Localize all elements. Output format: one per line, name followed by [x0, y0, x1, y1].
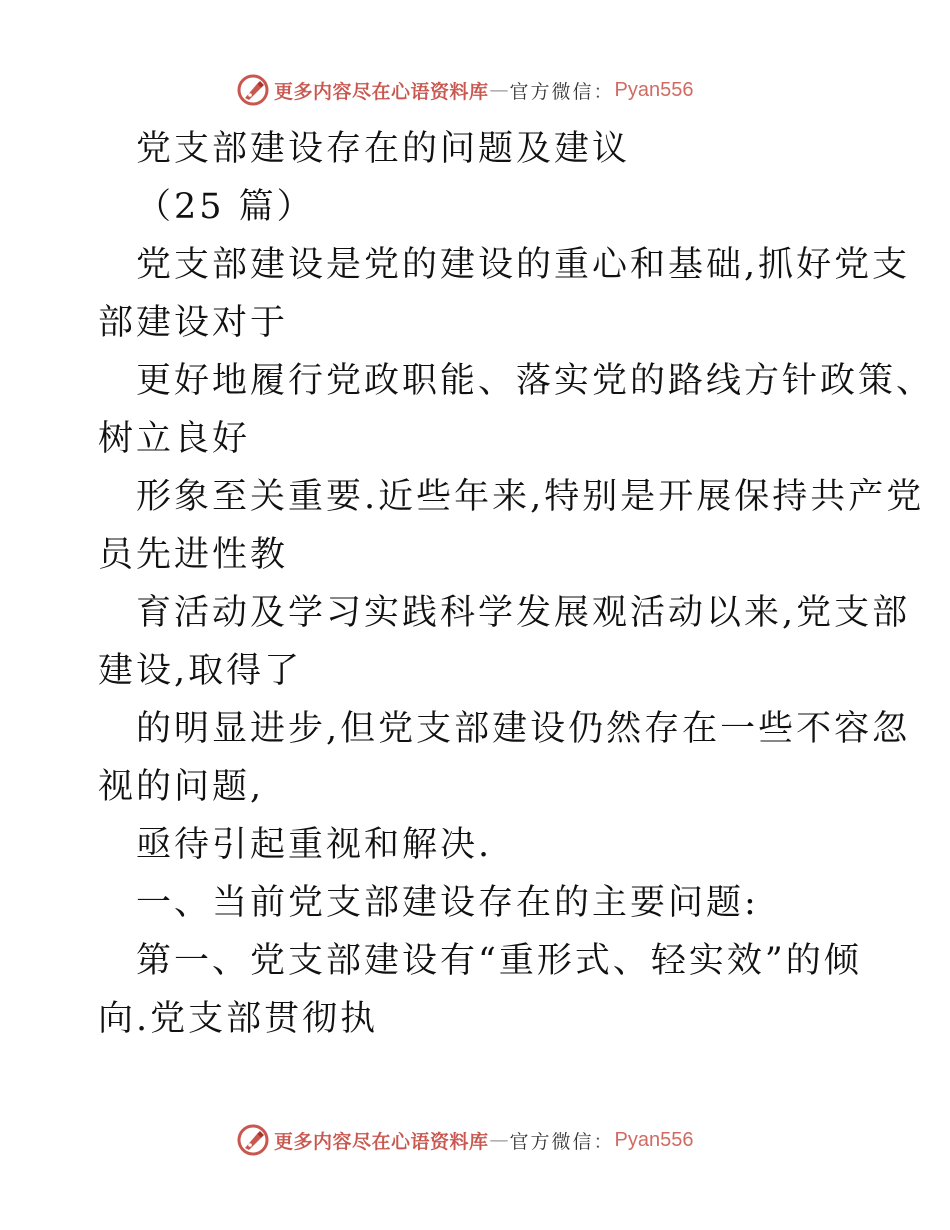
paragraph-line: 的明显进步,但党支部建设仍然存在一些不容忽: [136, 709, 911, 749]
footer-watermark: [236, 1122, 694, 1158]
paragraph-line: 亟待引起重视和解决.: [136, 825, 493, 865]
watermark-site-text: 更多内容尽在心语资料库: [274, 1130, 489, 1153]
watermark-official-label: 官方微信: [509, 80, 594, 103]
watermark-site-text: 更多内容尽在心语资料库: [274, 80, 489, 103]
paragraph-line: 员先进性教: [98, 535, 289, 575]
paragraph-line: 树立良好: [98, 419, 251, 459]
paragraph-line: 向.党支部贯彻执: [98, 999, 379, 1039]
watermark-account: Pyan556: [614, 78, 694, 101]
section-heading: 一、当前党支部建设存在的主要问题:: [136, 883, 759, 923]
paragraph-line: 育活动及学习实践科学发展观活动以来,党支部: [136, 593, 911, 633]
document-subtitle: （25 篇）: [136, 187, 315, 227]
paragraph-line: 视的问题,: [98, 767, 265, 807]
document-body: [98, 120, 935, 1048]
watermark-colon: ：: [593, 1130, 613, 1153]
document-title: 党支部建设存在的问题及建议: [136, 129, 631, 169]
paragraph-line: 建设,取得了: [98, 651, 303, 691]
watermark-separator: —: [489, 1129, 509, 1151]
pen-nib-logo-icon: [236, 73, 270, 107]
header-watermark: [236, 72, 694, 108]
pen-nib-logo-icon: [236, 1123, 270, 1157]
paragraph-line: 形象至关重要.近些年来,特别是开展保持共产党: [136, 477, 925, 517]
paragraph-line: 第一、党支部建设有“重形式、轻实效”的倾: [136, 941, 862, 981]
paragraph-line: 部建设对于: [98, 303, 289, 343]
paragraph-line: 更好地履行党政职能、落实党的路线方针政策、: [136, 361, 935, 401]
watermark-official-label: 官方微信: [509, 1130, 594, 1153]
paragraph-line: 党支部建设是党的建设的重心和基础,抓好党支: [136, 245, 911, 285]
watermark-colon: ：: [593, 80, 613, 103]
watermark-separator: —: [489, 79, 509, 101]
watermark-account: Pyan556: [614, 1128, 694, 1151]
